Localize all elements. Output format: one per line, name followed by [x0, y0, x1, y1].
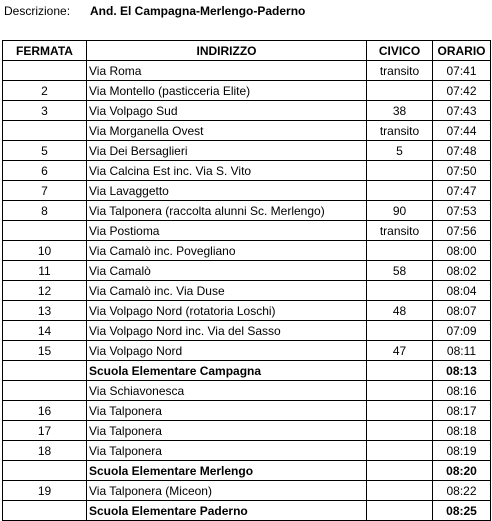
stop-address: Via Lavaggetto [87, 181, 367, 201]
stop-time: 08:18 [433, 421, 491, 441]
table-row [3, 321, 491, 341]
school-row [3, 501, 491, 521]
stop-time: 07:44 [433, 121, 491, 141]
stop-address: Scuola Elementare Merlengo [87, 461, 367, 481]
stop-time: 08:11 [433, 341, 491, 361]
stop-number [3, 61, 87, 81]
stop-address: Via Calcina Est inc. Via S. Vito [87, 161, 367, 181]
stop-address: Via Volpago Sud [87, 101, 367, 121]
stop-address: Via Schiavonesca [87, 381, 367, 401]
stop-address: Scuola Elementare Campagna [87, 361, 367, 381]
civic-number: 48 [367, 301, 433, 321]
stop-time: 07:42 [433, 81, 491, 101]
civic-number [367, 161, 433, 181]
civic-number [367, 481, 433, 501]
civic-number [367, 321, 433, 341]
civic-number: transito [367, 121, 433, 141]
table-row [3, 81, 491, 101]
table-row [3, 481, 491, 501]
table-row [3, 141, 491, 161]
stop-address: Via Montello (pasticceria Elite) [87, 81, 367, 101]
stop-address: Via Volpago Nord inc. Via del Sasso [87, 321, 367, 341]
stop-address: Via Camalò inc. Via Duse [87, 281, 367, 301]
stop-time: 08:04 [433, 281, 491, 301]
stop-address: Via Talponera [87, 401, 367, 421]
civic-number [367, 381, 433, 401]
civic-number [367, 421, 433, 441]
stop-number: 6 [3, 161, 87, 181]
stop-address: Via Talponera (raccolta alunni Sc. Merlengo) [87, 201, 367, 221]
stop-time: 07:09 [433, 321, 491, 341]
stop-address: Via Camalò inc. Povegliano [87, 241, 367, 261]
stop-time: 07:43 [433, 101, 491, 121]
stop-number: 11 [3, 261, 87, 281]
civic-number [367, 501, 433, 521]
stop-number: 13 [3, 301, 87, 321]
table-header-row [3, 41, 491, 61]
stop-time: 07:56 [433, 221, 491, 241]
stop-address: Via Camalò [87, 261, 367, 281]
civic-number: 90 [367, 201, 433, 221]
table-row [3, 381, 491, 401]
civic-number [367, 441, 433, 461]
stop-address: Via Volpago Nord [87, 341, 367, 361]
stop-time: 07:41 [433, 61, 491, 81]
stop-time: 07:47 [433, 181, 491, 201]
stop-address: Via Talponera (Miceon) [87, 481, 367, 501]
stop-number [3, 381, 87, 401]
stop-number [3, 361, 87, 381]
stop-number [3, 501, 87, 521]
civic-number: 47 [367, 341, 433, 361]
stop-number [3, 221, 87, 241]
table-row [3, 261, 491, 281]
route-name: And. El Campagna-Merlengo-Paderno [90, 4, 306, 18]
school-row [3, 361, 491, 381]
stop-time: 08:13 [433, 361, 491, 381]
table-row [3, 61, 491, 81]
stop-number: 5 [3, 141, 87, 161]
stops-table [2, 40, 491, 521]
table-row [3, 201, 491, 221]
table-row [3, 441, 491, 461]
civic-number [367, 241, 433, 261]
civic-number: 58 [367, 261, 433, 281]
stop-time: 08:22 [433, 481, 491, 501]
stop-time: 08:20 [433, 461, 491, 481]
stop-number: 16 [3, 401, 87, 421]
stop-number: 10 [3, 241, 87, 261]
civic-number: 5 [367, 141, 433, 161]
civic-number [367, 401, 433, 421]
stop-number: 19 [3, 481, 87, 501]
civic-number [367, 81, 433, 101]
table-row [3, 281, 491, 301]
stop-number: 14 [3, 321, 87, 341]
stop-number [3, 461, 87, 481]
stop-number: 12 [3, 281, 87, 301]
description-line [4, 3, 305, 19]
table-row [3, 221, 491, 241]
civic-number: transito [367, 221, 433, 241]
civic-number: 38 [367, 101, 433, 121]
table-row [3, 341, 491, 361]
civic-number: transito [367, 61, 433, 81]
stop-number: 17 [3, 421, 87, 441]
stop-time: 08:25 [433, 501, 491, 521]
civic-number [367, 361, 433, 381]
stop-time: 07:53 [433, 201, 491, 221]
header-stop: FERMATA [3, 41, 87, 61]
stop-number: 2 [3, 81, 87, 101]
stop-address: Via Postioma [87, 221, 367, 241]
stop-address: Via Volpago Nord (rotatoria Loschi) [87, 301, 367, 321]
stop-time: 08:07 [433, 301, 491, 321]
stop-time: 07:50 [433, 161, 491, 181]
header-civic: CIVICO [367, 41, 433, 61]
stop-number: 3 [3, 101, 87, 121]
table-row [3, 161, 491, 181]
stop-time: 08:02 [433, 261, 491, 281]
table-row [3, 401, 491, 421]
stop-time: 07:48 [433, 141, 491, 161]
stop-address: Via Talponera [87, 421, 367, 441]
stop-number: 7 [3, 181, 87, 201]
school-row [3, 461, 491, 481]
stop-address: Via Dei Bersaglieri [87, 141, 367, 161]
stop-number: 18 [3, 441, 87, 461]
civic-number [367, 181, 433, 201]
header-address: INDIRIZZO [87, 41, 367, 61]
stop-time: 08:17 [433, 401, 491, 421]
table-row [3, 241, 491, 261]
stop-address: Via Roma [87, 61, 367, 81]
stop-number: 8 [3, 201, 87, 221]
table-row [3, 181, 491, 201]
civic-number [367, 281, 433, 301]
description-label: Descrizione: [4, 4, 71, 18]
stop-number [3, 121, 87, 141]
stop-number: 15 [3, 341, 87, 361]
stop-time: 08:00 [433, 241, 491, 261]
civic-number [367, 461, 433, 481]
stop-address: Via Talponera [87, 441, 367, 461]
table-row [3, 121, 491, 141]
stop-time: 08:19 [433, 441, 491, 461]
table-row [3, 421, 491, 441]
stop-address: Scuola Elementare Paderno [87, 501, 367, 521]
stop-address: Via Morganella Ovest [87, 121, 367, 141]
stop-time: 08:16 [433, 381, 491, 401]
table-row [3, 301, 491, 321]
header-time: ORARIO [433, 41, 491, 61]
table-row [3, 101, 491, 121]
